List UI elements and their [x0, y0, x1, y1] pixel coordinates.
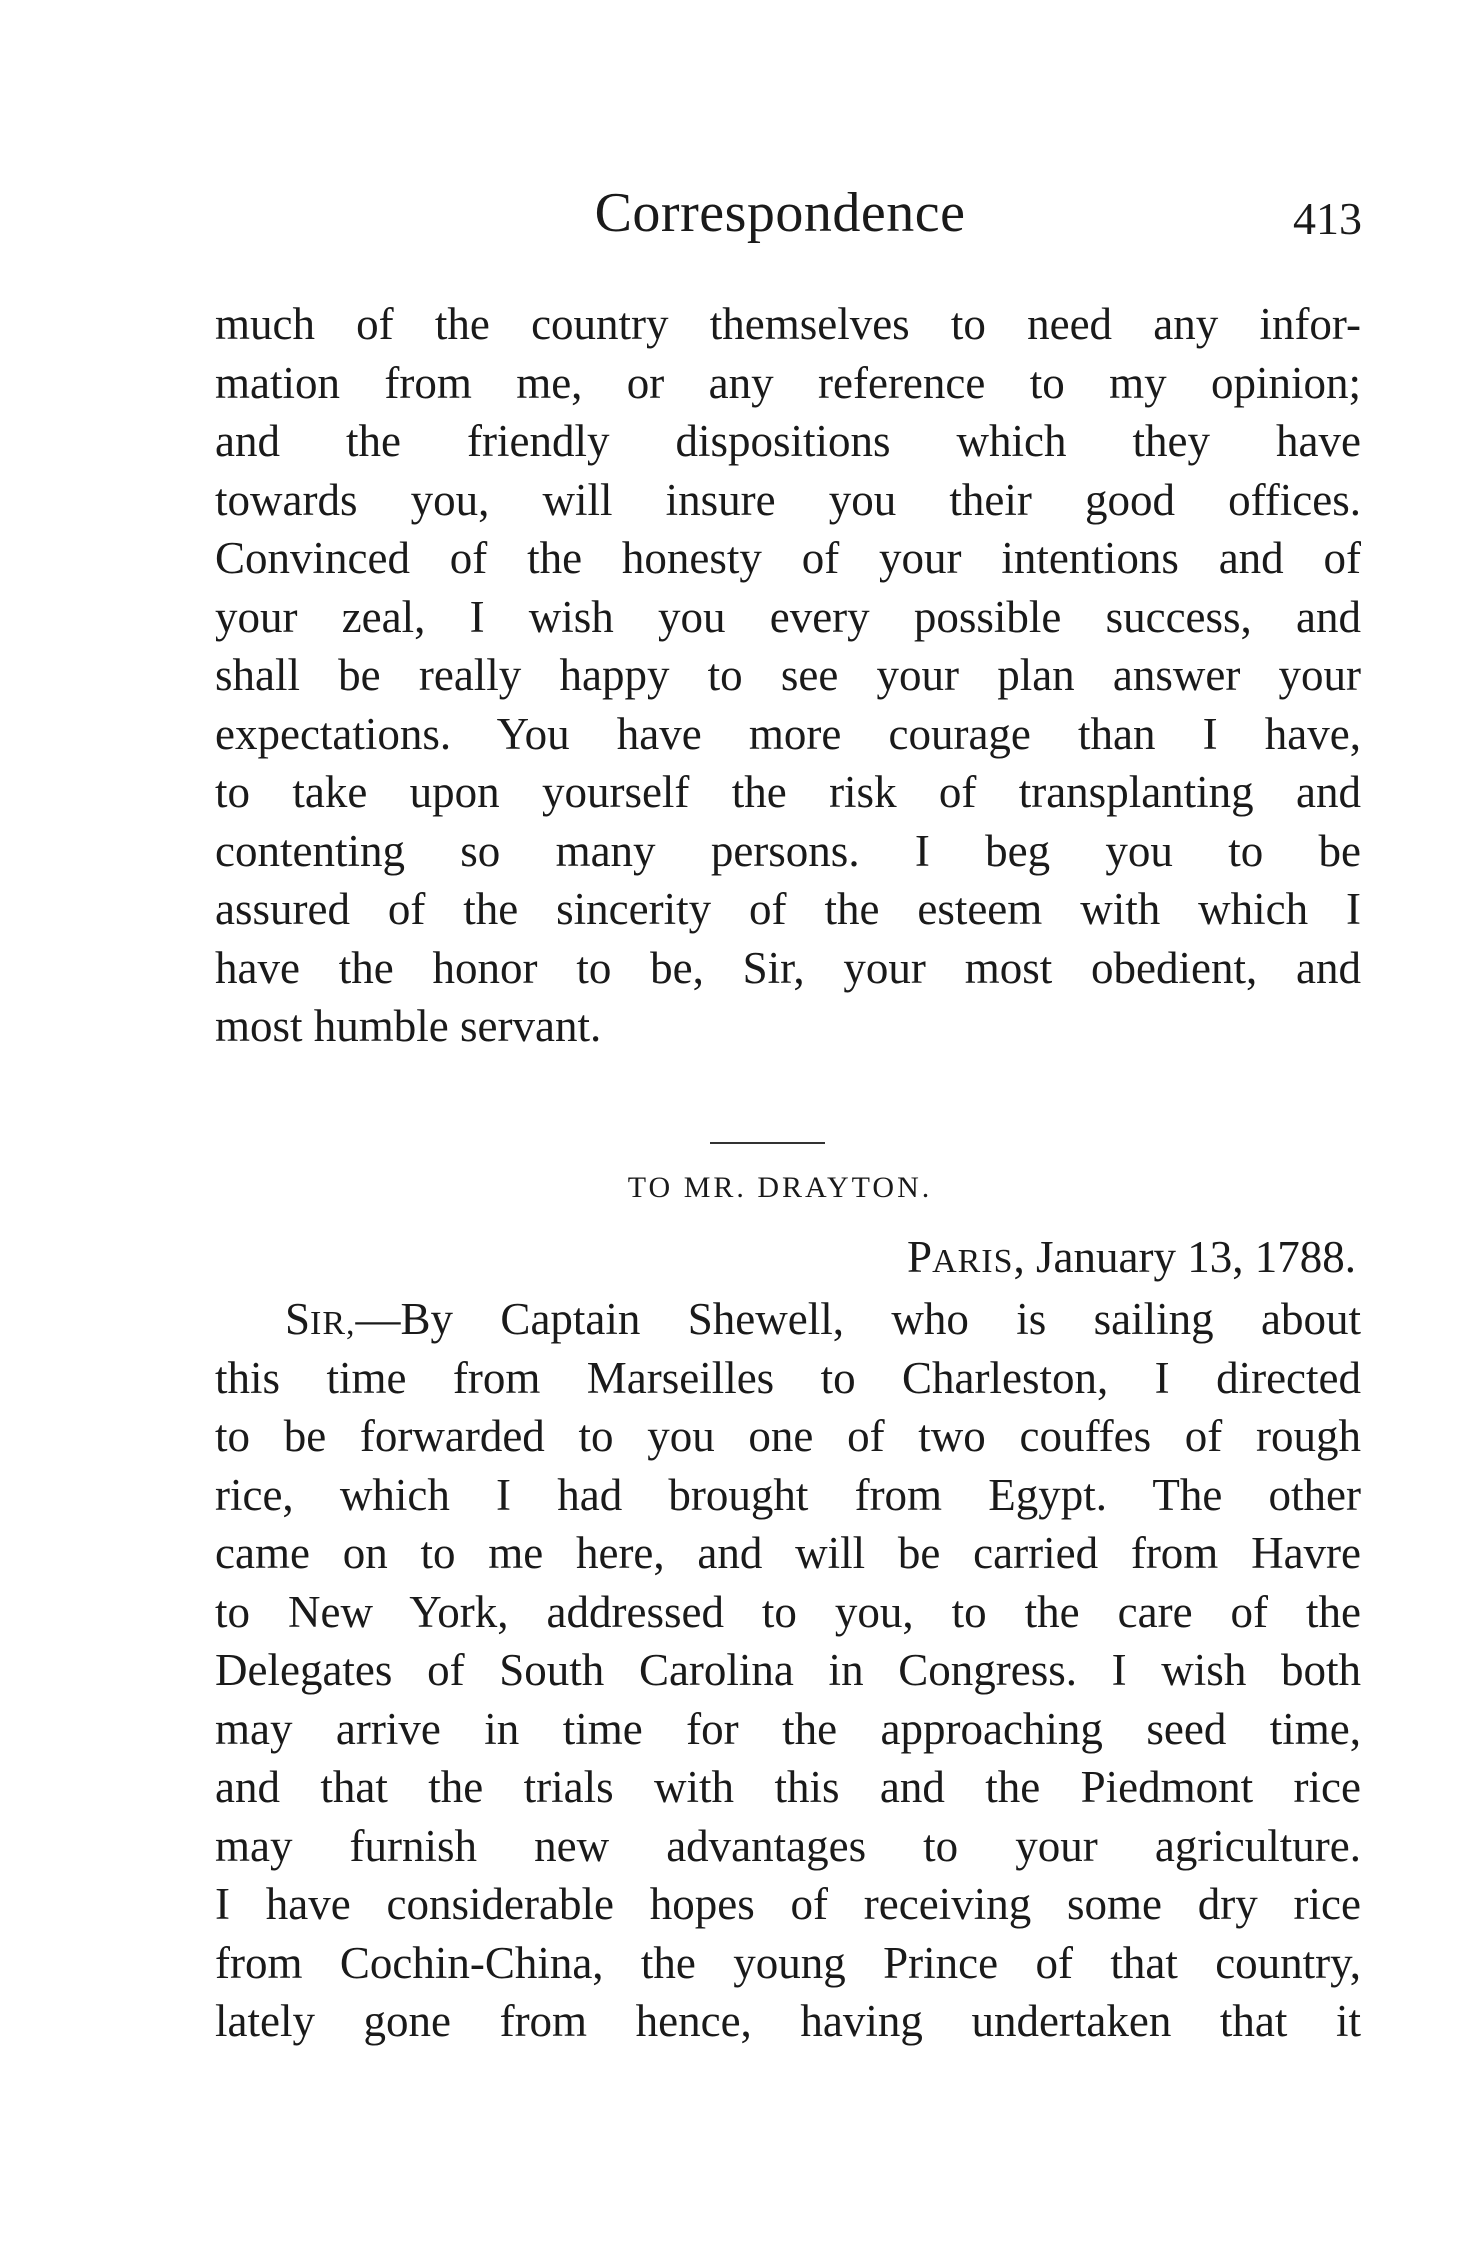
text-line: expectations. You have more courage than I have, — [215, 708, 1361, 759]
salutation-smallcaps: IR, — [310, 1305, 356, 1342]
letter-addressee: TO MR. DRAYTON. — [627, 1171, 933, 1204]
text-line: and that the trials with this and the Piedmont rice — [215, 1762, 1361, 1812]
running-head — [0, 178, 1470, 248]
text-line: lately gone from hence, having undertaken that it — [215, 1996, 1361, 2046]
place-smallcaps: ARIS — [932, 1243, 1014, 1280]
text-line: may arrive in time for the approaching seed time, — [215, 1703, 1361, 1754]
text-line: I have considerable hopes of receiving some dry rice — [215, 1879, 1361, 1929]
text-line: contenting so many persons. I beg you to be — [215, 825, 1361, 876]
text-line: your zeal, I wish you every possible success, and — [215, 591, 1361, 642]
salutation-initial: S — [285, 1294, 311, 1344]
place-initial: P — [907, 1232, 933, 1282]
letter-body — [215, 1290, 1361, 2051]
text-line: much of the country themselves to need any infor- — [215, 299, 1361, 349]
letter-closing-paragraph — [215, 295, 1361, 1056]
page-number: 413 — [1293, 193, 1362, 244]
letter-date: , January 13, 1788. — [1013, 1232, 1356, 1282]
section-divider — [710, 1142, 825, 1144]
text-line: towards you, will insure you their good offices. — [215, 474, 1361, 525]
text-line: may furnish new advantages to your agriculture. — [215, 1820, 1361, 1871]
text-line: Delegates of South Carolina in Congress. I wish both — [215, 1645, 1361, 1695]
text-line: to New York, addressed to you, to the care of the — [215, 1586, 1361, 1637]
text-line: came on to me here, and will be carried from Havre — [215, 1528, 1361, 1578]
text-line: to take upon yourself the risk of transplanting and — [215, 767, 1361, 817]
text-line-first — [215, 1290, 1361, 1349]
letter-dateline — [907, 1228, 1356, 1292]
text-line: rice, which I had brought from Egypt. The other — [215, 1469, 1361, 1520]
text-line: to be forwarded to you one of two couffes of rough — [215, 1411, 1361, 1461]
text-line: Convinced of the honesty of your intentions and of — [215, 533, 1361, 583]
text-line: have the honor to be, Sir, your most obedient, and — [215, 942, 1361, 993]
text-line: shall be really happy to see your plan answer your — [215, 650, 1361, 700]
first-line-text: —By Captain Shewell, who is sailing about — [355, 1294, 1361, 1344]
text-line: most humble servant. — [215, 1001, 602, 1051]
running-title: Correspondence — [594, 182, 966, 244]
text-line: mation from me, or any reference to my opinion; — [215, 357, 1361, 408]
text-line: and the friendly dispositions which they have — [215, 416, 1361, 466]
text-line: from Cochin-China, the young Prince of that country, — [215, 1937, 1361, 1988]
text-line: assured of the sincerity of the esteem with which I — [215, 884, 1361, 934]
text-line: this time from Marseilles to Charleston, I directed — [215, 1352, 1361, 1403]
